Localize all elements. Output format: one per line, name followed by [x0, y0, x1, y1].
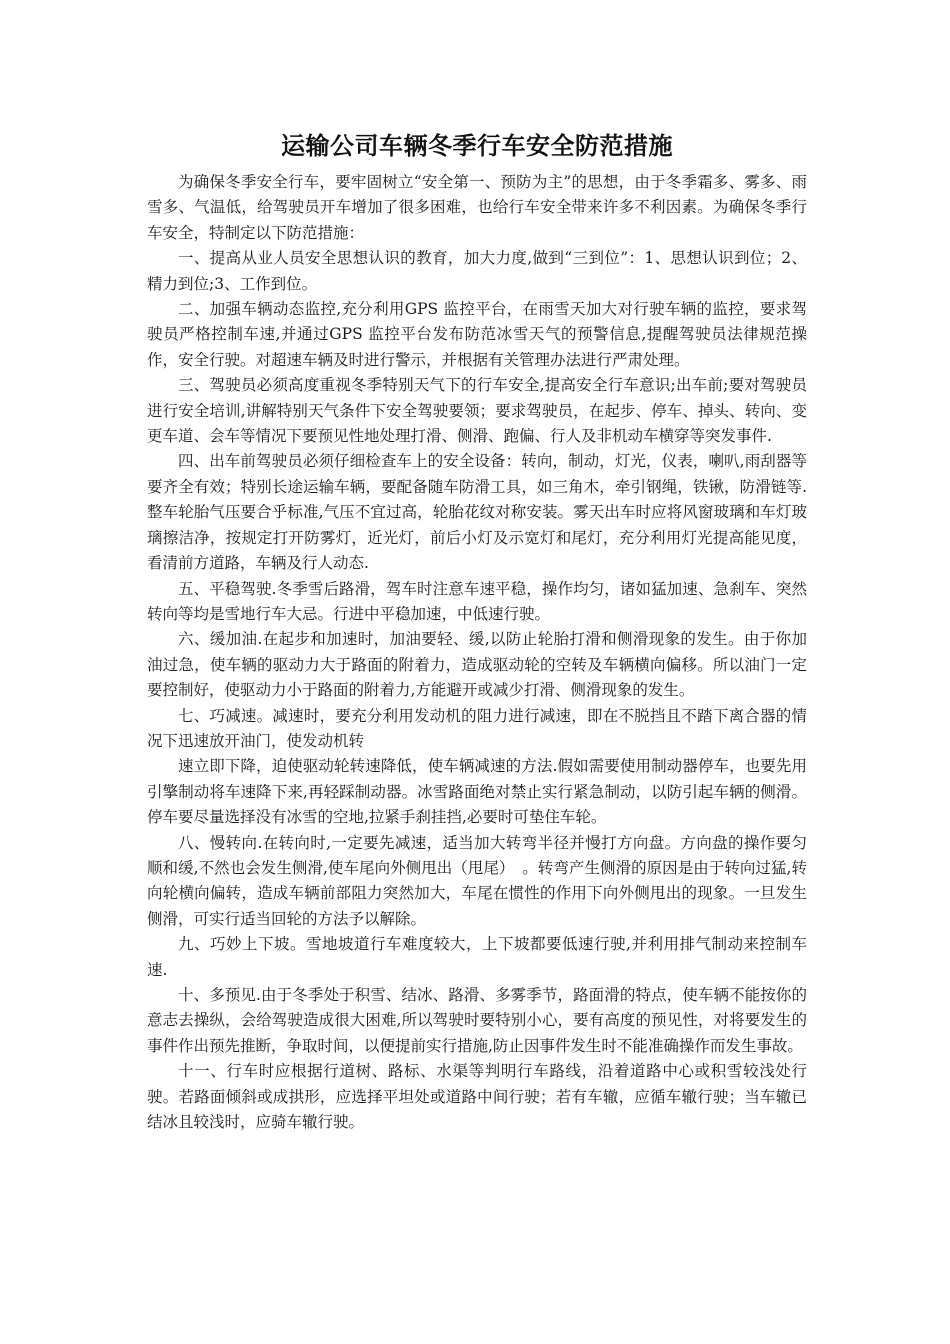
measure-9-paragraph: 九、巧妙上下坡。雪地坡道行车难度较大，上下坡都要低速行驶,并利用排气制动来控制车速. [147, 935, 807, 979]
measure-11-paragraph: 十一、行车时应根据行道树、路标、水渠等判明行车路线，沿着道路中心或积雪较浅处行驶。若路面倾斜或成拱形，应选择平坦处或道路中间行驶；若有车辙，应循车辙行驶；当车辙已结冰且较浅时，应骑车辙行驶。 [147, 1062, 807, 1132]
measure-7-paragraph: 七、巧减速。减速时，要充分利用发动机的阻力进行减速，即在不脱挡且不踏下离合器的情况下迅速放开油门，使发动机转 [147, 706, 807, 750]
measure-8-paragraph: 八、慢转向.在转向时,一定要先减速，适当加大转弯半径并慢打方向盘。方向盘的操作要匀顺和缓,不然也会发生侧滑,使车尾向外侧甩出（甩尾） 。转弯产生侧滑的原因是由于转向过猛,转向轮横向偏转，造成车辆前部阻力突然加大，车尾在惯性的作用下向外侧甩出的现象。一旦发生侧滑，可实行适当回轮的方法予以解除。 [147, 833, 807, 928]
document-page [147, 128, 807, 1135]
measure-6-paragraph: 六、缓加油.在起步和加速时，加油要轻、缓,以防止轮胎打滑和侧滑现象的发生。由于你加油过急，使车辆的驱动力大于路面的附着力，造成驱动轮的空转及车辆横向偏移。所以油门一定要控制好，使驱动力小于路面的附着力,方能避开或减少打滑、侧滑现象的发生。 [147, 630, 807, 700]
measure-3-paragraph: 三、驾驶员必须高度重视冬季特别天气下的行车安全,提高安全行车意识;出车前;要对驾驶员进行安全培训,讲解特别天气条件下安全驾驶要领；要求驾驶员，在起步、停车、掉头、转向、变更车道、会车等情况下要预见性地处理打滑、侧滑、跑偏、行人及非机动车横穿等突发事件. [147, 376, 807, 446]
intro-paragraph: 为确保冬季安全行车，要牢固树立“安全第一、预防为主”的思想，由于冬季霜多、雾多、雨雪多、气温低，给驾驶员开车增加了很多困难，也给行车安全带来许多不利因素。为确保冬季行车安全，特制定以下防范措施： [147, 173, 807, 242]
measure-7-continuation: 速立即下降，迫使驱动轮转速降低，使车辆减速的方法.假如需要使用制动器停车，也要先用引擎制动将车速降下来,再轻踩制动器。冰雪路面绝对禁止实行紧急制动，以防引起车辆的侧滑。停车要尽量选择没有冰雪的空地,拉紧手刹挂挡,必要时可垫住车轮。 [147, 757, 807, 827]
measure-5-paragraph: 五、平稳驾驶.冬季雪后路滑，驾车时注意车速平稳，操作均匀，诸如猛加速、急刹车、突然转向等均是雪地行车大忌。行进中平稳加速，中低速行驶。 [147, 579, 807, 623]
measure-2-paragraph: 二、加强车辆动态监控,充分利用GPS 监控平台，在雨雪天加大对行驶车辆的监控，要求驾驶员严格控制车速,并通过GPS 监控平台发布防范冰雪天气的预警信息,提醒驾驶员法律规范操作，安全行驶。对超速车辆及时进行警示，并根据有关管理办法进行严肃处理。 [147, 300, 807, 369]
measure-4-paragraph: 四、出车前驾驶员必须仔细检查车上的安全设备：转向，制动，灯光，仪表，喇叭,雨刮器等要齐全有效；特别长途运输车辆，要配备随车防滑工具，如三角木，牵引钢绳，铁锹，防滑链等.整车轮胎气压要合乎标准,气压不宜过高，轮胎花纹对称安装。雾天出车时应将风窗玻璃和车灯玻璃擦洁净，按规定打开防雾灯，近光灯，前后小灯及示宽灯和尾灯，充分利用灯光提高能见度，看清前方道路，车辆及行人动态. [147, 452, 807, 573]
document-title: 运输公司车辆冬季行车安全防范措施 [281, 132, 673, 160]
measure-1-paragraph: 一、提高从业人员安全思想认识的教育，加大力度,做到“三到位”：1、思想认识到位；2、精力到位;3、工作到位。 [147, 249, 807, 293]
measure-10-paragraph: 十、多预见.由于冬季处于积雪、结冰、路滑、多雾季节，路面滑的特点，使车辆不能按你的意志去操纵，会给驾驶造成很大困难,所以驾驶时要特别小心，要有高度的预见性，对将要发生的事件作出预先推断，争取时间，以便提前实行措施,防止因事件发生时不能准确操作而发生事故。 [147, 986, 807, 1055]
